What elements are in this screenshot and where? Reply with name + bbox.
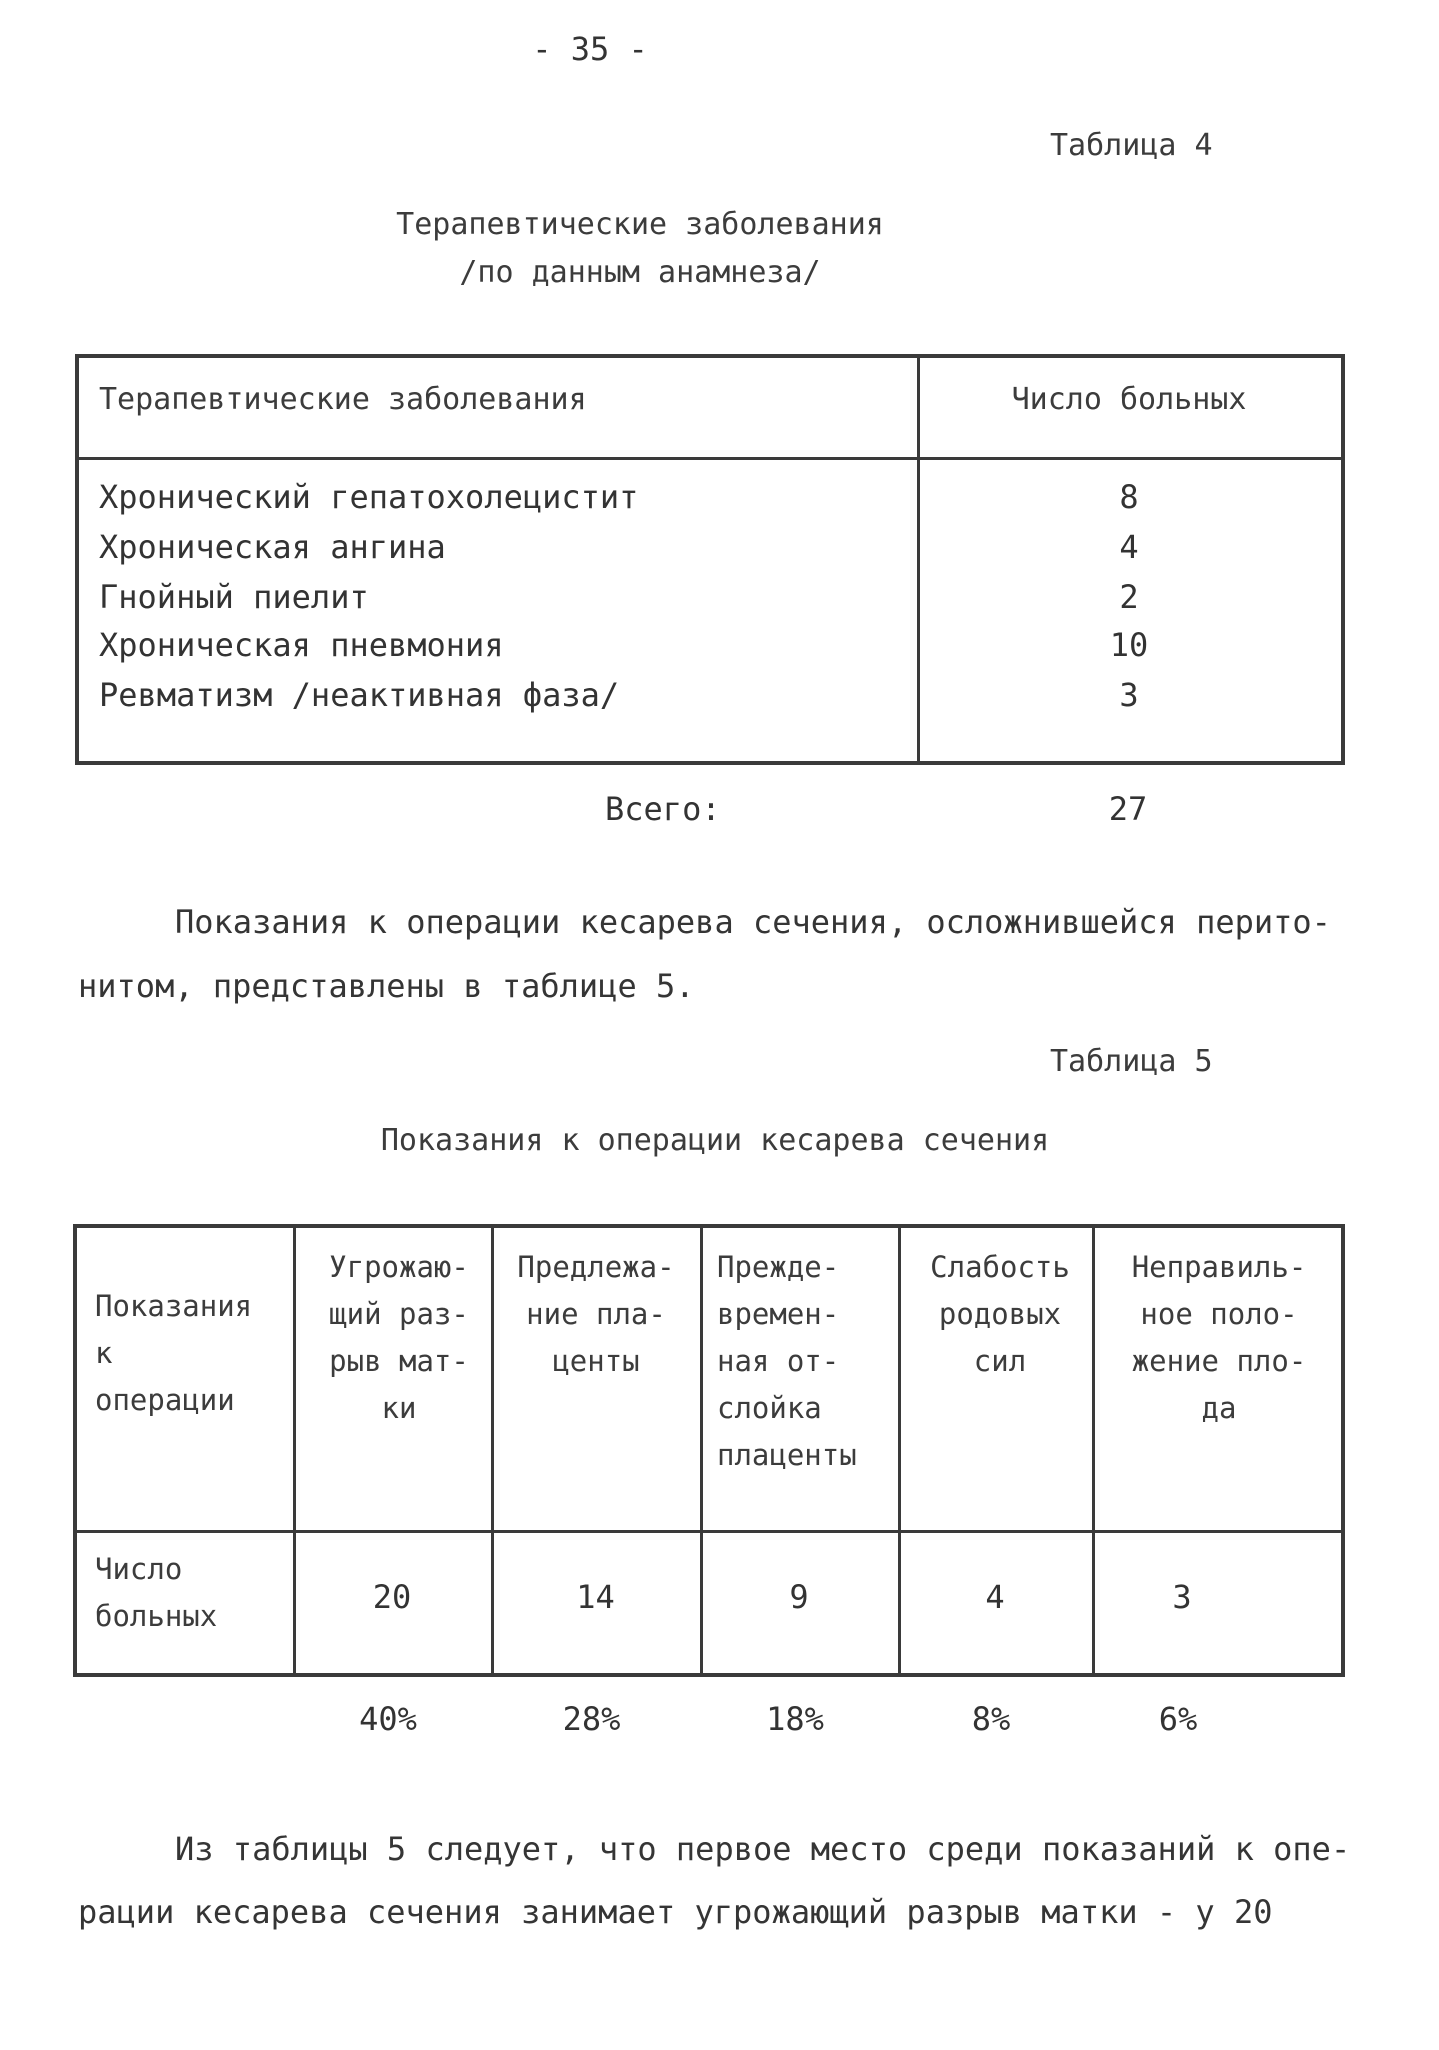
table-row bbox=[79, 676, 1341, 726]
table-5-percent: 40% bbox=[359, 1700, 417, 1738]
table-5-label: Таблица 5 bbox=[1050, 1044, 1213, 1079]
patient-count: 3 bbox=[1119, 676, 1139, 714]
table-5-count: 9 bbox=[789, 1578, 809, 1616]
page-number: - 35 - bbox=[532, 30, 648, 68]
table-5-column-header: Слабость родовых сил bbox=[930, 1250, 1070, 1378]
table-5-column-header: Угрожаю- щий раз- рыв мат- ки bbox=[329, 1250, 469, 1425]
disease-name: Гнойный пиелит bbox=[99, 578, 369, 616]
disease-name: Хронический гепатохолецистит bbox=[99, 478, 639, 516]
table-4-label: Таблица 4 bbox=[1050, 128, 1213, 163]
paragraph-1-line-1: Показания к операции кесарева сечения, осложнившейся перито- bbox=[175, 903, 1331, 941]
paragraph-1-line-2: нитом, представлены в таблице 5. bbox=[78, 967, 695, 1005]
table-5-row-header: Показания к операции bbox=[95, 1289, 253, 1417]
table-4-header-disease: Терапевтические заболевания bbox=[99, 382, 587, 417]
table-row bbox=[79, 626, 1341, 676]
table-5 bbox=[73, 1224, 1345, 1677]
disease-name: Ревматизм /неактивная фаза/ bbox=[99, 676, 620, 714]
table-5-percent: 18% bbox=[766, 1700, 824, 1738]
table-5-column-header: Предлежа- ние пла- центы bbox=[517, 1250, 675, 1378]
patient-count: 4 bbox=[1119, 528, 1139, 566]
table-4-header-divider bbox=[79, 457, 1341, 460]
disease-name: Хроническая пневмония bbox=[99, 626, 504, 664]
table-5-count: 3 bbox=[1172, 1578, 1192, 1616]
table-4 bbox=[75, 354, 1345, 765]
patient-count: 2 bbox=[1119, 578, 1139, 616]
table-5-header-divider bbox=[77, 1530, 1341, 1533]
table-4-caption-line2: /по данным анамнеза/ bbox=[459, 255, 821, 290]
disease-name: Хроническая ангина bbox=[99, 528, 446, 566]
table-row bbox=[79, 578, 1341, 628]
table-5-percent: 28% bbox=[562, 1700, 621, 1738]
paragraph-2-line-2: рации кесарева сечения занимает угрожающий разрыв матки - у 20 bbox=[78, 1893, 1273, 1931]
table-5-count: 14 bbox=[576, 1578, 615, 1616]
table-5-row-label: Число больных bbox=[95, 1552, 218, 1633]
table-5-column-header: Неправиль- ное поло- жение пло- да bbox=[1131, 1250, 1307, 1425]
table-5-column-header: Прежде- времен- ная от- слойка плаценты bbox=[717, 1250, 857, 1472]
table-5-percent: 8% bbox=[971, 1700, 1011, 1738]
table-row bbox=[79, 528, 1341, 578]
patient-count: 10 bbox=[1109, 626, 1149, 664]
table-4-header-count: Число больных bbox=[1011, 382, 1247, 417]
table-row bbox=[79, 478, 1341, 528]
patient-count: 8 bbox=[1119, 478, 1139, 516]
table-4-caption-line1: Терапевтические заболевания bbox=[396, 207, 884, 242]
table-5-caption: Показания к операции кесарева сечения bbox=[380, 1123, 1050, 1158]
table-4-total-label: Всего: bbox=[605, 790, 721, 828]
table-4-total-value: 27 bbox=[1108, 790, 1148, 828]
table-5-percent: 6% bbox=[1158, 1700, 1198, 1738]
table-5-count: 20 bbox=[372, 1578, 412, 1616]
paragraph-2-line-1: Из таблицы 5 следует, что первое место среди показаний к опе- bbox=[175, 1830, 1351, 1868]
table-5-count: 4 bbox=[985, 1578, 1005, 1616]
